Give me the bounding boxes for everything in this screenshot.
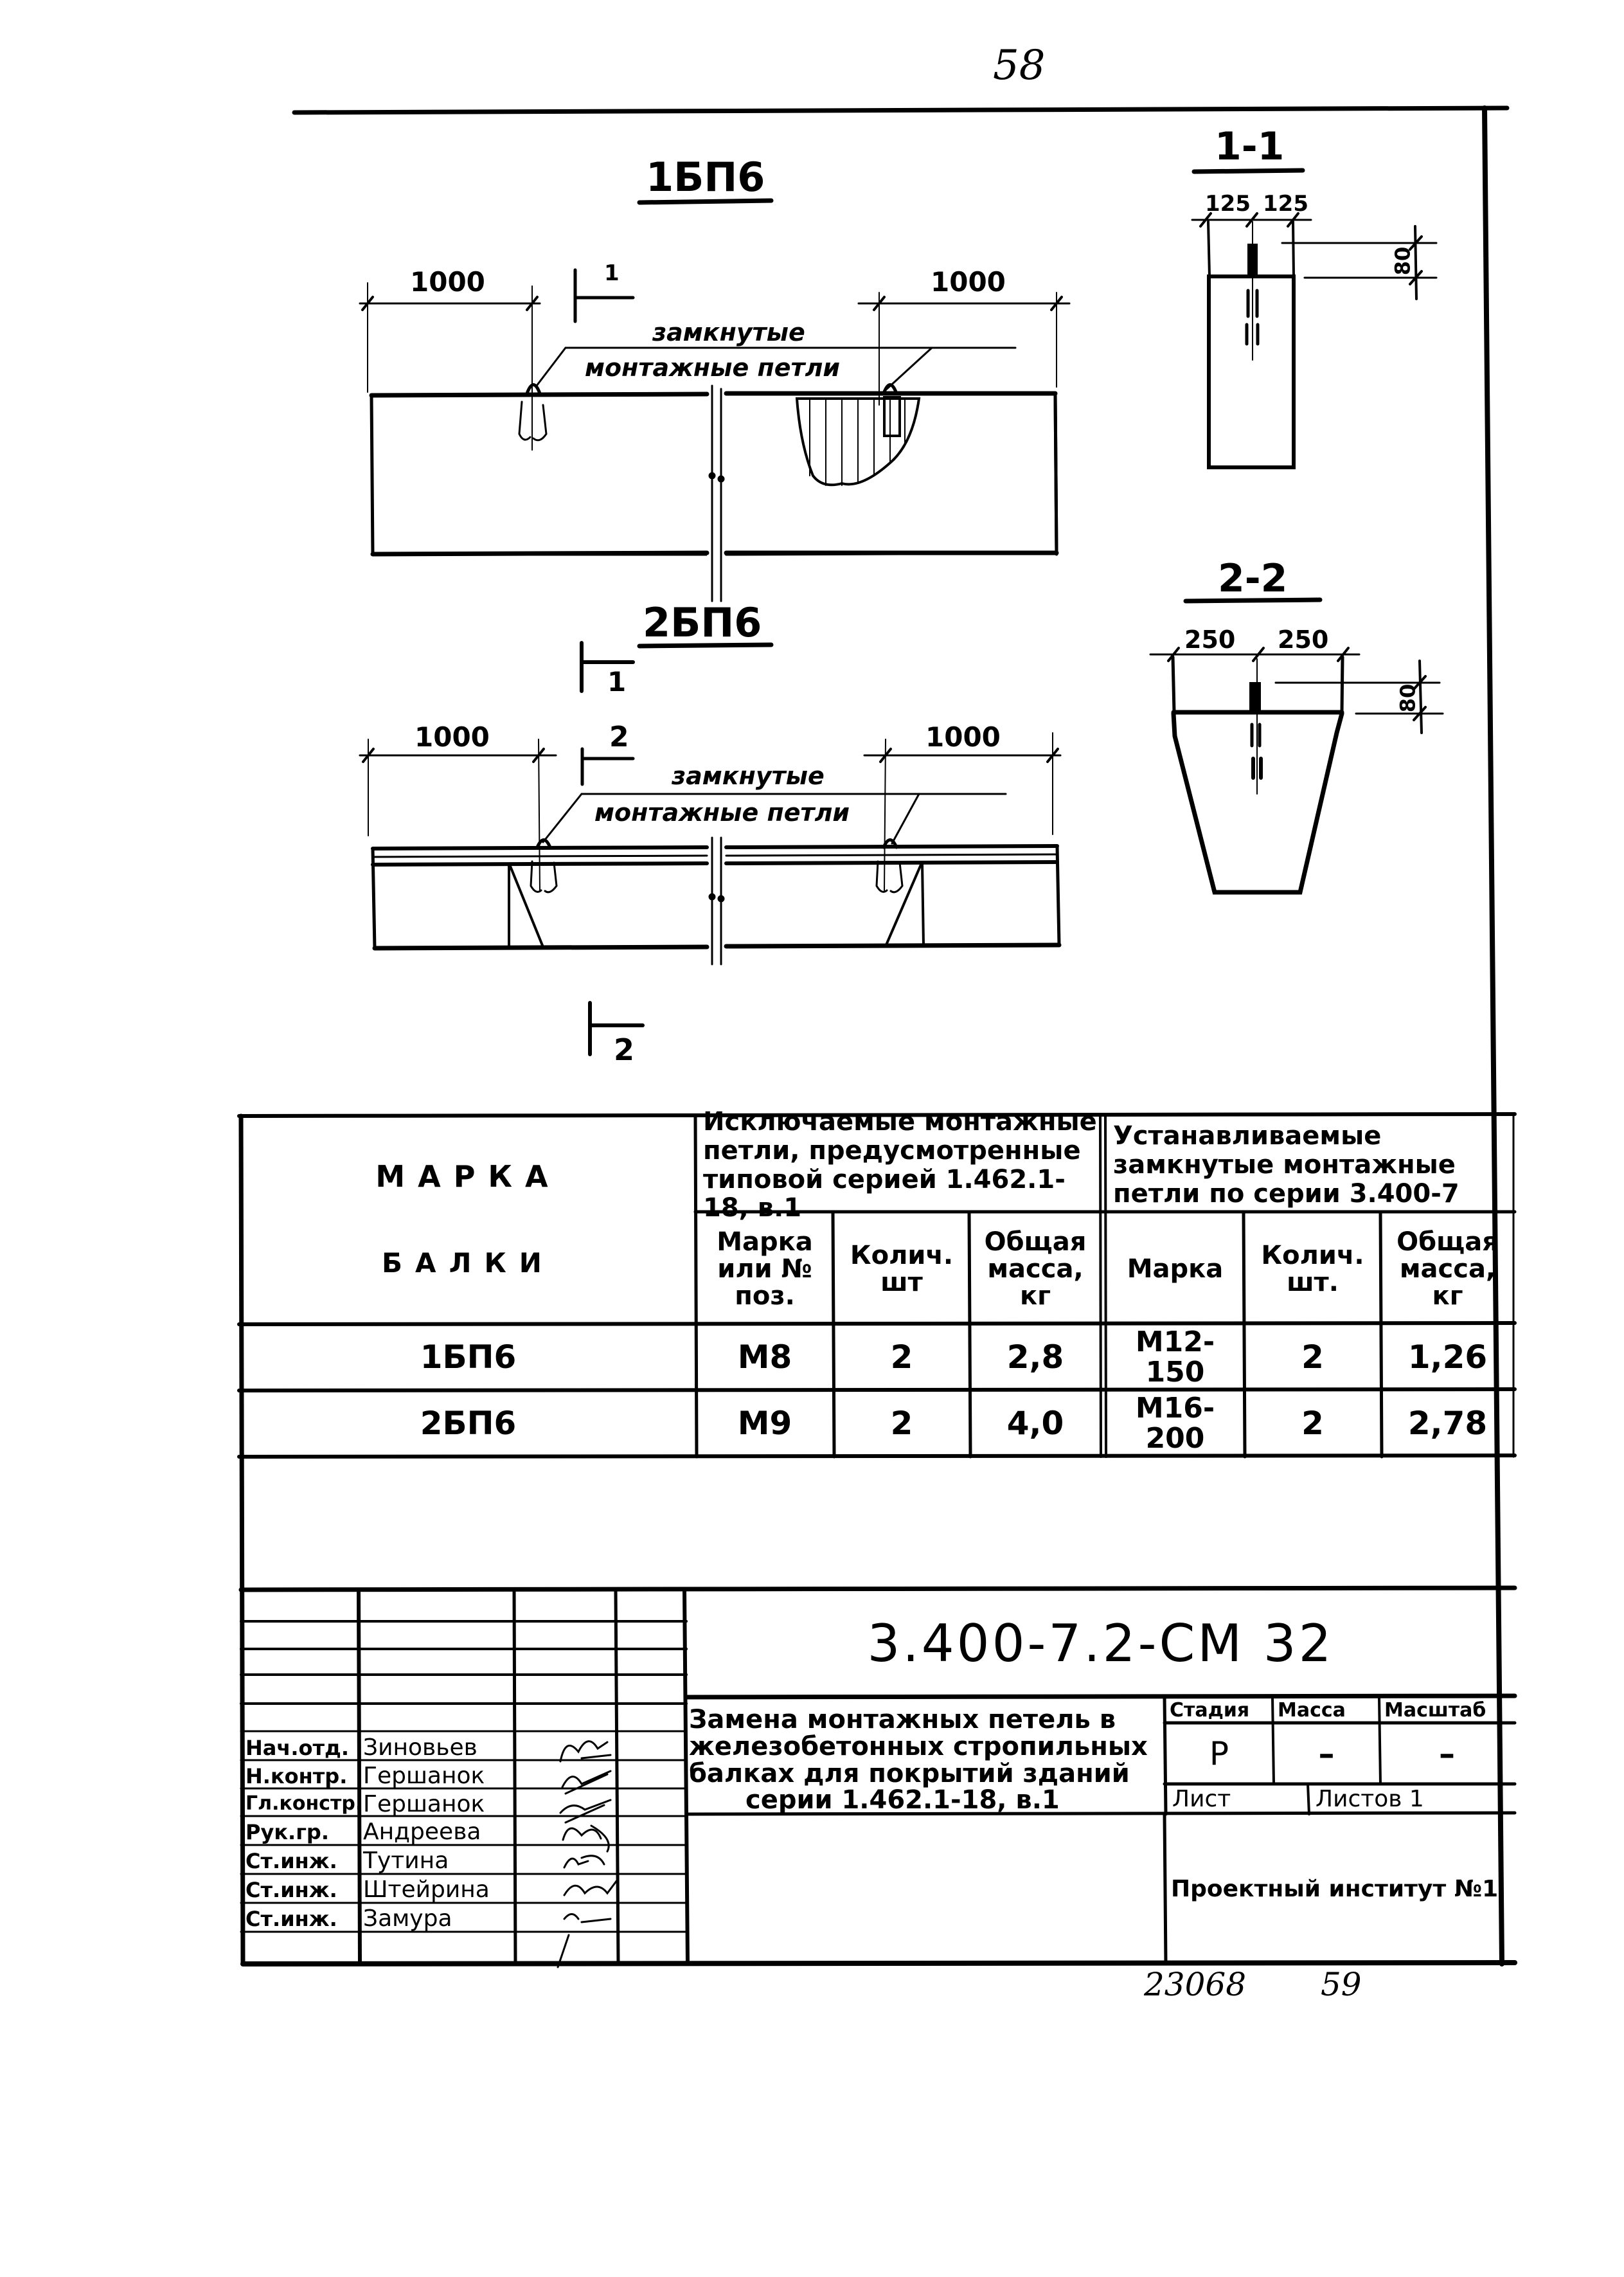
section1-dim-height: 80 [1390, 246, 1415, 276]
row2-ex-mass: 4,0 [1006, 1405, 1064, 1443]
archive-number: 23068 [1144, 1966, 1247, 2003]
signature-role: Ст.инж. [245, 1878, 337, 1902]
section2-title: 2-2 [1218, 556, 1288, 601]
page-number-top: 58 [993, 42, 1046, 89]
section1-dim-right: 125 [1263, 191, 1308, 217]
scale-label: Масштаб [1384, 1699, 1486, 1722]
title-line3: балках для покрытий зданий [689, 1759, 1130, 1788]
title-line4: серии 1.462.1-18, в.1 [745, 1785, 1060, 1815]
mass-label: Масса [1278, 1699, 1346, 1722]
title-line2: железобетонных стропильных [689, 1732, 1148, 1761]
beam1-section-mark-bottom: 1 [607, 666, 627, 698]
row1-in-mass: 1,26 [1407, 1338, 1488, 1376]
signature-name: Гершанок [363, 1763, 485, 1789]
beam1-dim-left: 1000 [410, 266, 485, 298]
signature-name: Замура [363, 1905, 452, 1932]
beam2-dim-right: 1000 [925, 721, 1001, 753]
header-beam-line2: БАЛКИ [382, 1246, 555, 1279]
frame-top-line [294, 108, 1507, 113]
signature-role: Н.контр. [245, 1764, 348, 1788]
sheets-label: Листов 1 [1316, 1786, 1424, 1813]
signature-role: Ст.инж. [245, 1849, 337, 1873]
beam1-callout-line2: монтажные петли [585, 354, 841, 382]
row1-in-mark: М12-150 [1135, 1326, 1215, 1389]
signature-name: Тутина [363, 1848, 449, 1874]
section2-dim-height: 80 [1395, 683, 1420, 713]
beam2-dim-left: 1000 [415, 721, 490, 753]
subheader-installed-mark: Марка [1127, 1254, 1224, 1284]
mass-value: – [1318, 1735, 1335, 1773]
header-group-installed: Устанавливаемые замкнутые монтажные петли по серии 3.400-7 [1113, 1121, 1459, 1209]
subheader-excluded-qty: Колич. шт [850, 1240, 954, 1297]
signature-name: Зиновьев [363, 1734, 477, 1761]
row2-in-mark: М16-200 [1135, 1392, 1215, 1455]
beam2-section-mark-top: 2 [609, 721, 629, 753]
row2-in-qty: 2 [1301, 1405, 1324, 1443]
signature-name: Андреева [363, 1819, 481, 1845]
subheader-excluded-mass: Общая масса, кг [984, 1227, 1087, 1311]
row1-beam: 1БП6 [420, 1338, 517, 1376]
beam2-callout-line1: замкнутые [672, 762, 825, 790]
subheader-installed-qty: Колич. шт. [1261, 1240, 1364, 1297]
sheet-label: Лист [1172, 1786, 1231, 1813]
doc-code: 3.400-7.2-СМ 32 [867, 1613, 1334, 1673]
section2-dim-right: 250 [1278, 626, 1329, 654]
stage-value: Р [1209, 1735, 1229, 1773]
header-group-excluded: Исключаемые монтажные петли, предусмотренные типовой серией 1.462.1-18, в.1 [703, 1106, 1097, 1223]
beam2-section-mark-bottom: 2 [614, 1032, 635, 1067]
row2-ex-mark: М9 [737, 1405, 792, 1443]
stage-label: Стадия [1170, 1699, 1250, 1722]
beam2-elevation [360, 645, 1060, 1054]
subheader-installed-mass: Общая масса, кг [1396, 1227, 1499, 1311]
beam2-callout-line2: монтажные петли [594, 798, 850, 827]
row1-ex-mark: М8 [737, 1338, 792, 1376]
section1-dim-left: 125 [1205, 191, 1251, 217]
header-beam-line1: МАРКА [375, 1158, 561, 1194]
signatures-scribbles [558, 1742, 617, 1967]
row2-beam: 2БП6 [420, 1405, 517, 1443]
signature-role: Ст.инж. [245, 1907, 337, 1931]
row2-in-mass: 2,78 [1407, 1405, 1488, 1443]
section2-dim-left: 250 [1184, 626, 1236, 654]
beam1-dim-right: 1000 [931, 266, 1006, 298]
section1-title: 1-1 [1215, 124, 1285, 169]
signature-role: Нач.отд. [245, 1736, 350, 1760]
row1-in-qty: 2 [1301, 1338, 1324, 1376]
signature-name: Штейрина [363, 1877, 490, 1903]
beam1-title: 1БП6 [646, 154, 765, 201]
signature-role: Гл.констр. [245, 1792, 363, 1815]
scale-value: – [1439, 1735, 1455, 1773]
beam1-section-mark-top: 1 [604, 260, 620, 286]
signature-name: Гершанок [363, 1791, 485, 1817]
organization: Проектный институт №1 [1171, 1875, 1499, 1902]
footer-page-number: 59 [1321, 1966, 1362, 2003]
row2-ex-qty: 2 [890, 1405, 913, 1443]
row1-ex-qty: 2 [890, 1338, 913, 1376]
subheader-excluded-mark: Марка или № поз. [717, 1227, 813, 1311]
beam1-callout-line1: замкнутые [652, 318, 805, 346]
signature-role: Рук.гр. [245, 1820, 329, 1844]
beam2-title: 2БП6 [643, 599, 762, 646]
row1-ex-mass: 2,8 [1006, 1338, 1064, 1376]
title-line1: Замена монтажных петель в [689, 1705, 1116, 1734]
